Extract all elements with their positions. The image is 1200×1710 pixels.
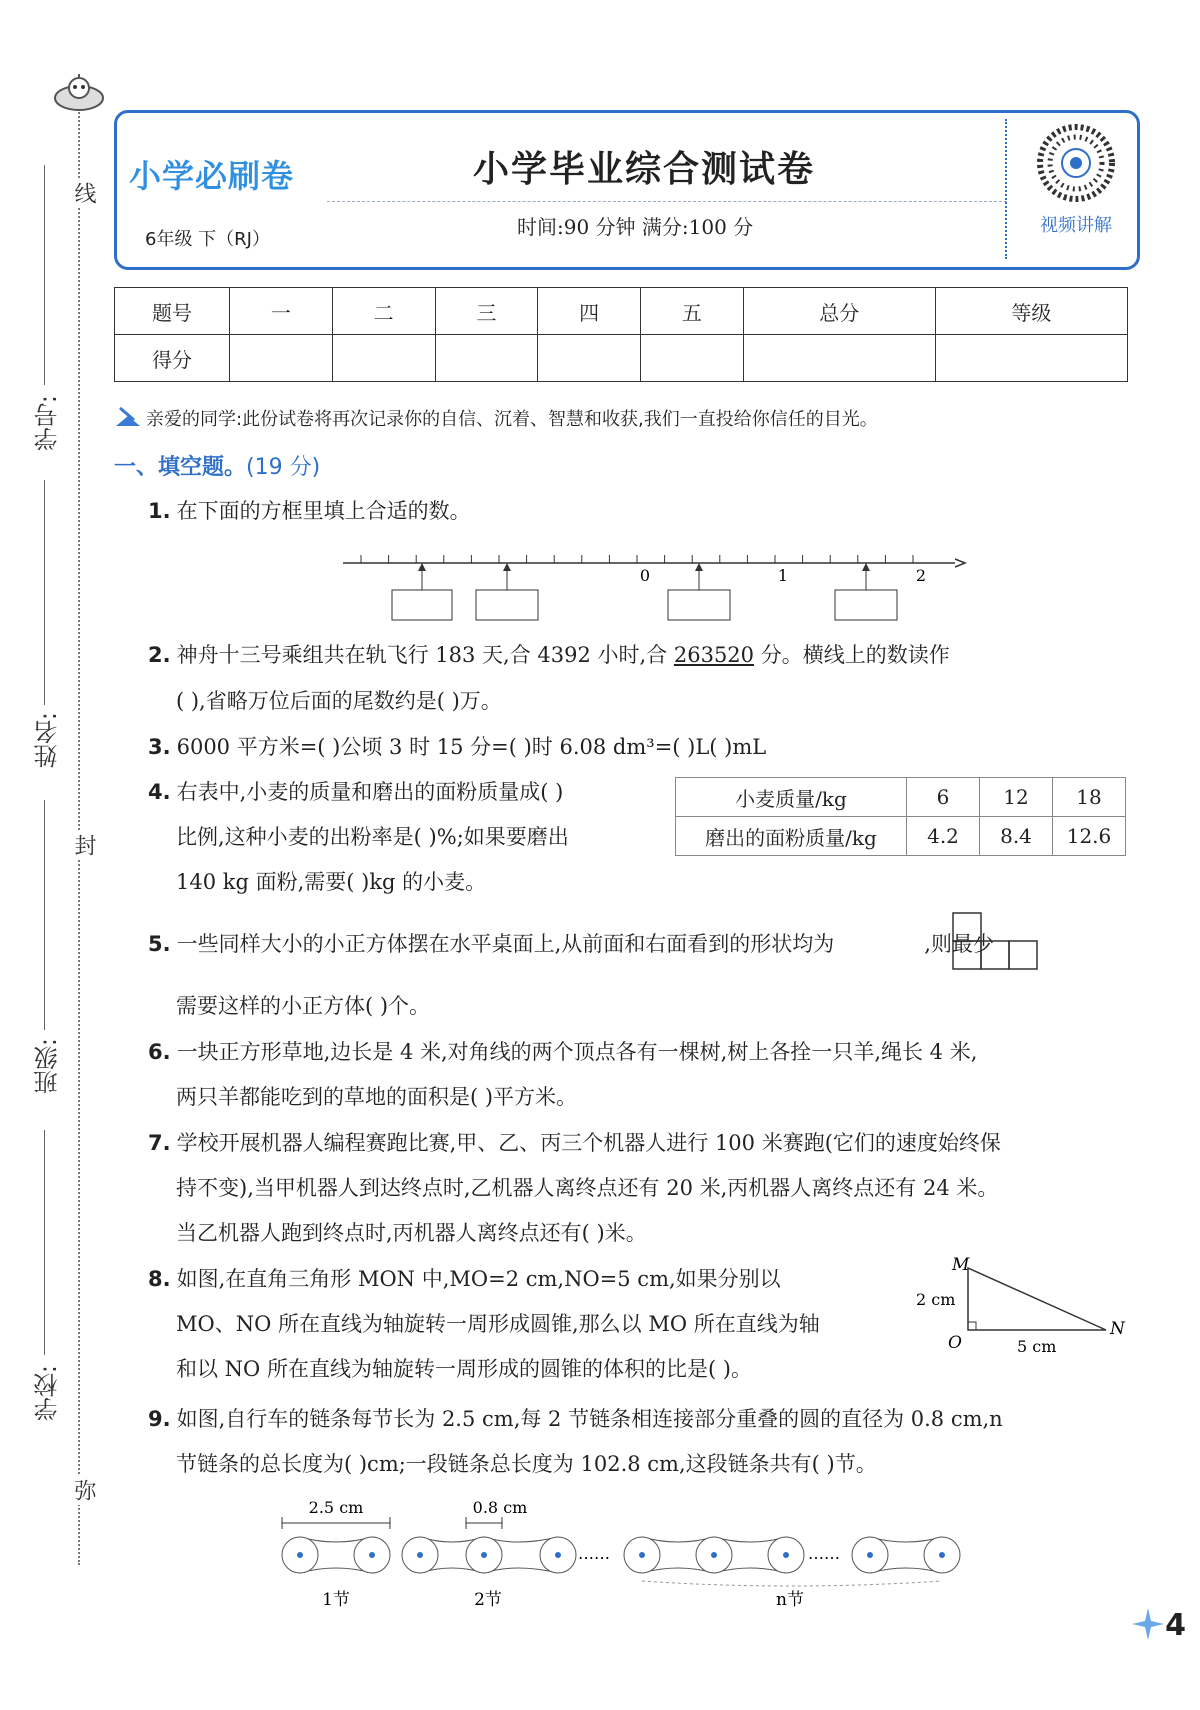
vertex-O: O — [948, 1333, 962, 1353]
question-text: ,则最少 — [924, 932, 994, 956]
overlap-label: 0.8 cm — [472, 1498, 528, 1517]
right-triangle-figure — [912, 1252, 1132, 1362]
binding-mark-feng: 封 — [68, 830, 99, 860]
video-qr[interactable] — [1031, 123, 1121, 237]
side-MO-length: 2 cm — [916, 1290, 956, 1309]
score-cell[interactable] — [332, 335, 435, 382]
sparkle-icon — [1130, 1606, 1166, 1642]
question-5-line-2: 需要这样的小正方体( )个。 — [176, 994, 431, 1018]
answer-box-4[interactable] — [835, 590, 897, 620]
tick-label-2: 2 — [915, 566, 927, 585]
name-line[interactable] — [44, 480, 45, 705]
question-7-line-1 — [148, 1120, 1001, 1166]
pointer-arrowhead-2 — [503, 563, 511, 571]
wheat-row — [676, 817, 1126, 856]
question-6-line-1 — [148, 1029, 977, 1075]
question-number: 2. — [148, 643, 171, 667]
intro-message: 亲爱的同学:此份试卷将再次记录你的自信、沉着、智慧和收获,我们一直投给你信任的目光。 — [146, 409, 878, 430]
pointer-arrowhead-4 — [862, 563, 870, 571]
question-number: 4. — [148, 780, 171, 804]
question-8-line-1 — [148, 1256, 781, 1302]
cube-square — [953, 941, 981, 969]
n-link-brace — [642, 1581, 942, 1586]
cube-square — [953, 913, 981, 941]
section-title-text: 一、填空题。 — [114, 455, 247, 480]
score-header-cell: 四 — [538, 288, 641, 335]
question-4-line-3: 140 kg 面粉,需要( )kg 的小麦。 — [176, 870, 487, 894]
chain-label-1: 1节 — [322, 1590, 350, 1610]
cube-square — [981, 941, 1009, 969]
question-4-line-2: 比例,这种小麦的出粉率是( )%;如果要磨出 — [176, 825, 569, 849]
binding-mark-xian: 线 — [68, 178, 99, 208]
video-explain-label[interactable]: 视频讲解 — [1040, 215, 1112, 236]
pen-book-icon — [114, 404, 142, 430]
question-text: 分。横线上的数读作 — [754, 643, 950, 667]
score-header-cell: 总分 — [743, 288, 935, 335]
page-number: 4 — [1165, 1608, 1186, 1643]
question-5-line-1 — [148, 921, 994, 967]
vertex-N: N — [1110, 1319, 1125, 1339]
question-text: 学校开展机器人编程赛跑比赛,甲、乙、丙三个机器人进行 100 米赛跑(它们的速度始终保 — [176, 1131, 1001, 1155]
exam-header — [114, 110, 1140, 270]
score-cell[interactable] — [230, 335, 333, 382]
wheat-cell: 小麦质量/kg — [676, 778, 907, 817]
question-2-line-1 — [148, 632, 950, 678]
link-length-label: 2.5 cm — [308, 1498, 364, 1517]
score-cell[interactable] — [435, 335, 538, 382]
wheat-cell: 18 — [1053, 778, 1126, 817]
question-6-line-2: 两只羊都能吃到的草地的面积是( )平方米。 — [176, 1085, 578, 1109]
exam-title: 小学毕业综合测试卷 — [473, 148, 816, 190]
pointer-arrowhead-1 — [418, 563, 426, 571]
right-angle-mark — [968, 1322, 976, 1330]
score-header-cell: 一 — [230, 288, 333, 335]
student-id-line[interactable] — [44, 165, 45, 385]
score-header-cell: 等级 — [935, 288, 1127, 335]
binding-mark-mi: 弥 — [68, 1475, 99, 1505]
tick-label-0: 0 — [639, 566, 651, 585]
header-divider — [327, 201, 1007, 202]
wheat-cell: 12.6 — [1053, 817, 1126, 856]
question-9-line-1 — [148, 1396, 1003, 1442]
number-line-arrow — [955, 559, 965, 567]
question-number: 6. — [148, 1040, 171, 1064]
score-table-header-row — [115, 288, 1128, 335]
question-number: 7. — [148, 1131, 171, 1155]
chain-label-n: n节 — [776, 1590, 804, 1610]
chain-ellipsis: …… — [578, 1544, 610, 1563]
class-label: 班级: — [34, 1038, 62, 1095]
wheat-cell: 8.4 — [980, 817, 1053, 856]
question-text: 一些同样大小的小正方体摆在水平桌面上,从前面和右面看到的形状均为 — [176, 932, 835, 956]
score-header-cell: 三 — [435, 288, 538, 335]
section-title — [114, 450, 320, 481]
grade-label: 6年级 下（RJ） — [145, 229, 270, 250]
bicycle-chain-figure — [270, 1495, 1030, 1615]
number-line-figure — [335, 535, 975, 625]
wheat-table — [675, 777, 1126, 856]
wheat-cell: 12 — [980, 778, 1053, 817]
score-cell[interactable] — [743, 335, 935, 382]
pointer-arrowhead-3 — [695, 563, 703, 571]
question-text: 6000 平方米=( )公顷 3 时 15 分=( )时 6.08 dm³=( )L( )mL — [176, 735, 767, 759]
name-label: 姓名: — [34, 712, 62, 769]
score-table — [114, 287, 1128, 382]
answer-box-3[interactable] — [668, 590, 730, 620]
score-header-cell: 题号 — [115, 288, 230, 335]
question-number: 8. — [148, 1267, 171, 1291]
question-number: 9. — [148, 1407, 171, 1431]
wheat-row — [676, 778, 1126, 817]
wheat-cell: 磨出的面粉质量/kg — [676, 817, 907, 856]
brand-title: 小学必刷卷 — [129, 157, 295, 195]
answer-box-2[interactable] — [476, 590, 538, 620]
score-row-label: 得分 — [115, 335, 230, 382]
cube-square — [1009, 941, 1037, 969]
tick-label-1: 1 — [777, 566, 789, 585]
wheat-cell: 4.2 — [907, 817, 980, 856]
question-7-line-2: 持不变),当甲机器人到达终点时,乙机器人离终点还有 20 米,丙机器人离终点还有 24 米。 — [176, 1176, 999, 1200]
score-cell[interactable] — [538, 335, 641, 382]
question-2-line-2: ( ),省略万位后面的尾数约是( )万。 — [176, 689, 502, 713]
question-7-line-3: 当乙机器人跑到终点时,丙机器人离终点还有( )米。 — [176, 1221, 647, 1245]
section-score: (19 分) — [246, 455, 321, 480]
question-text: 神舟十三号乘组共在轨飞行 183 天,合 4392 小时,合 — [176, 643, 674, 667]
question-text: 一块正方形草地,边长是 4 米,对角线的两个顶点各有一棵树,树上各拴一只羊,绳长 4 米, — [176, 1040, 978, 1064]
mascot-logo — [52, 72, 106, 116]
question-4-line-1 — [148, 769, 563, 815]
question-text: 在下面的方框里填上合适的数。 — [176, 499, 471, 523]
question-1 — [148, 488, 471, 534]
question-text: 右表中,小麦的质量和磨出的面粉质量成( ) — [176, 780, 564, 804]
score-header-cell: 二 — [332, 288, 435, 335]
score-cell[interactable] — [935, 335, 1127, 382]
score-table-score-row — [115, 335, 1128, 382]
question-text: 如图,自行车的链条每节长为 2.5 cm,每 2 节链条相连接部分重叠的圆的直径为 0.8 cm,n — [176, 1407, 1003, 1431]
chain-ellipsis: …… — [808, 1544, 840, 1563]
question-text: 如图,在直角三角形 MON 中,MO=2 cm,NO=5 cm,如果分别以 — [176, 1267, 781, 1291]
wheat-cell: 6 — [907, 778, 980, 817]
exam-time-score: 时间:90 分钟 满分:100 分 — [517, 215, 754, 239]
underlined-number: 263520 — [673, 643, 755, 667]
vertex-M: M — [952, 1255, 970, 1275]
student-id-label: 学号: — [34, 395, 62, 452]
question-3 — [148, 724, 766, 770]
answer-box-1[interactable] — [392, 590, 452, 620]
header-dotted-divider — [1005, 119, 1007, 259]
qr-code-icon[interactable] — [1036, 123, 1116, 203]
question-number: 3. — [148, 735, 171, 759]
school-label: 学校: — [34, 1365, 62, 1422]
question-8-line-2: MO、NO 所在直线为轴旋转一周形成圆锥,那么以 MO 所在直线为轴 — [176, 1312, 820, 1336]
number-line-ticks — [361, 555, 913, 563]
question-number: 1. — [148, 499, 171, 523]
class-line[interactable] — [44, 800, 45, 1030]
chain-label-2: 2节 — [474, 1590, 502, 1610]
school-line[interactable] — [44, 1130, 45, 1355]
triangle-MON — [968, 1268, 1106, 1330]
question-number: 5. — [148, 932, 171, 956]
question-9-line-2: 节链条的总长度为( )cm;一段链条总长度为 102.8 cm,这段链条共有( )节。 — [176, 1452, 877, 1476]
score-cell[interactable] — [641, 335, 744, 382]
score-header-cell: 五 — [641, 288, 744, 335]
question-8-line-3: 和以 NO 所在直线为轴旋转一周形成的圆锥的体积的比是( )。 — [176, 1357, 753, 1381]
side-NO-length: 5 cm — [1017, 1337, 1057, 1356]
cube-view-figure — [952, 912, 1042, 972]
